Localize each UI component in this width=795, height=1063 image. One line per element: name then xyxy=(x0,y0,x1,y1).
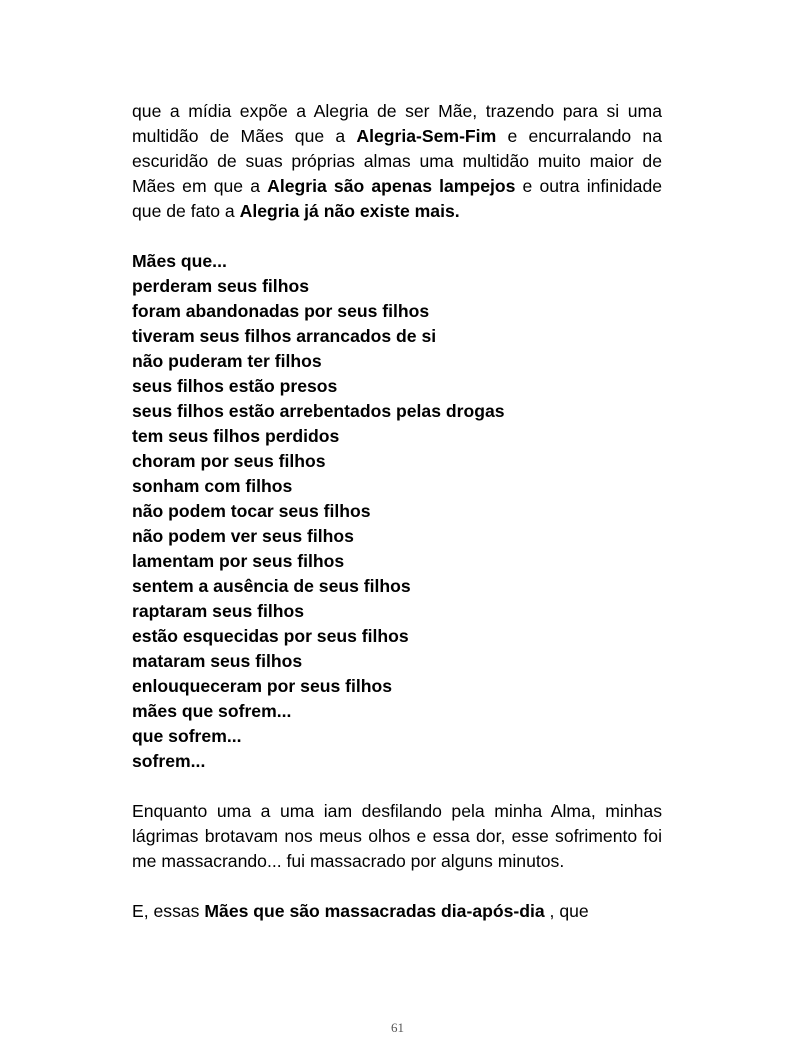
list-item: choram por seus filhos xyxy=(132,451,326,471)
paragraph-alegria xyxy=(132,99,662,224)
list-item: sonham com filhos xyxy=(132,476,293,496)
paragraph-spacer xyxy=(132,874,662,899)
paragraph-spacer xyxy=(132,224,662,249)
list-item: estão esquecidas por seus filhos xyxy=(132,626,409,646)
list-item: não podem ver seus filhos xyxy=(132,526,354,546)
list-item: sofrem... xyxy=(132,751,206,771)
list-item: seus filhos estão arrebentados pelas drogas xyxy=(132,401,505,421)
page-number: 61 xyxy=(391,1020,404,1035)
list-item: raptaram seus filhos xyxy=(132,601,305,621)
list-item: não puderam ter filhos xyxy=(132,351,322,371)
list-item: tiveram seus filhos arrancados de si xyxy=(132,326,437,346)
paragraph-massacradas xyxy=(132,899,662,924)
paragraph-text: e encurralando na escuridão de suas próprias almas uma multidão muito maior de Mães em que a xyxy=(132,126,662,196)
document-body xyxy=(132,99,662,924)
bold-phrase: Alegria são apenas lampejos xyxy=(267,176,516,196)
list-item: foram abandonadas por seus filhos xyxy=(132,301,430,321)
bold-phrase: Alegria-Sem-Fim xyxy=(356,126,497,146)
maes-list xyxy=(132,249,662,774)
paragraph-text: e outra infinidade que de fato a xyxy=(132,176,663,221)
paragraph-text: que a mídia expõe a Alegria de ser Mãe, trazendo para si uma multidão de Mães que a xyxy=(132,101,662,146)
list-item: enlouqueceram por seus filhos xyxy=(132,676,393,696)
bold-phrase: Alegria já não existe mais. xyxy=(239,201,460,221)
list-item: mataram seus filhos xyxy=(132,651,303,671)
list-title: Mães que... xyxy=(132,251,227,271)
paragraph-spacer xyxy=(132,774,662,799)
list-item: não podem tocar seus filhos xyxy=(132,501,371,521)
list-item: mães que sofrem... xyxy=(132,701,292,721)
paragraph-text: E, essas xyxy=(132,901,205,921)
list-item: tem seus filhos perdidos xyxy=(132,426,340,446)
list-item: lamentam por seus filhos xyxy=(132,551,345,571)
paragraph-text: , que xyxy=(544,901,589,921)
list-item: seus filhos estão presos xyxy=(132,376,338,396)
list-item: perderam seus filhos xyxy=(132,276,309,296)
bold-phrase: Mães que são massacradas dia-após-dia xyxy=(204,901,545,921)
list-item: sentem a ausência de seus filhos xyxy=(132,576,411,596)
list-item: que sofrem... xyxy=(132,726,242,746)
paragraph-lagrimas: Enquanto uma a uma iam desfilando pela minha Alma, minhas lágrimas brotavam nos meus olhos e essa dor, esse sofrimento foi me massacrando... fui massacrado por alguns minutos. xyxy=(132,801,662,871)
